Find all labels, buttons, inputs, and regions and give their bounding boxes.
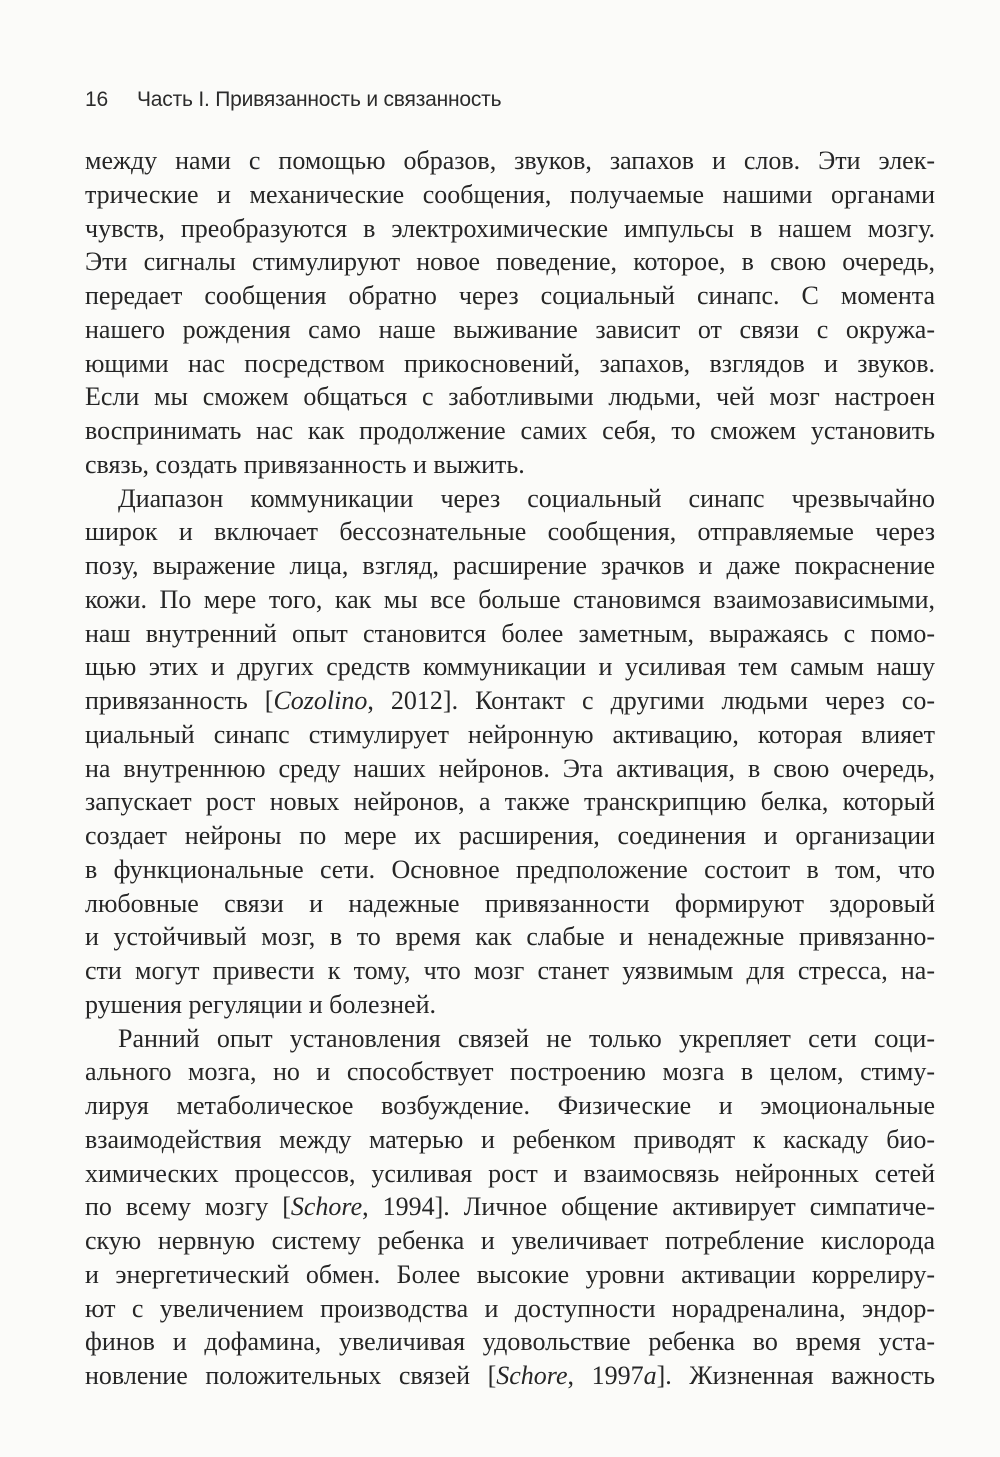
text-line — [85, 1190, 935, 1224]
text-run: химических процессов, усиливая рост и взаимосвязь нейронных сетей — [85, 1158, 935, 1188]
text-run: передает сообщения обратно через социальный синапс. С момента — [85, 281, 935, 310]
text-line — [85, 313, 935, 347]
text-run: создает нейроны по мере их расширения, соединения и организации — [85, 821, 935, 850]
citation-italic: Schore — [290, 1192, 363, 1222]
text-run: взаимодействия между матерью и ребенком приводят к каскаду био- — [85, 1124, 935, 1154]
text-run: лируя метаболическое возбуждение. Физические и эмоциональные — [85, 1091, 935, 1120]
text-run: и энергетический обмен. Более высокие уровни активации коррелиру- — [85, 1259, 935, 1289]
text-line — [85, 819, 935, 853]
text-run: любовные связи и надежные привязанности формируют здоровый — [85, 888, 935, 918]
text-line — [85, 414, 935, 448]
text-run: привязанность [ — [85, 686, 274, 715]
text-line — [85, 718, 935, 752]
text-line — [85, 549, 935, 583]
citation-italic: Cozolino — [273, 686, 368, 715]
text-line — [85, 1292, 935, 1326]
text-line — [85, 617, 935, 651]
text-run: наш внутренний опыт становится более заметным, выражаясь с помо- — [85, 618, 935, 648]
text-run: на внутреннюю среду наших нейронов. Эта активация, в свою очередь, — [85, 753, 935, 783]
text-run: новление положительных связей [ — [85, 1361, 497, 1390]
text-line — [85, 988, 935, 1022]
paragraph — [85, 144, 935, 482]
text-line — [85, 1258, 935, 1292]
text-line — [85, 1325, 935, 1359]
citation-italic: Schore — [496, 1361, 568, 1390]
text-line — [85, 1055, 935, 1089]
text-line — [85, 212, 935, 246]
text-run: по всему мозгу [ — [85, 1192, 291, 1222]
text-run: циальный синапс стимулирует нейронную активацию, которая влияет — [85, 719, 935, 749]
text-run: ального мозга, но и способствует построению мозга в целом, стиму- — [85, 1057, 935, 1087]
text-line — [85, 144, 935, 178]
text-run: ющими нас посредством прикосновений, запахов, взглядов и звуков. — [85, 348, 935, 378]
text-run: Эти сигналы стимулируют новое поведение, которое, в свою очередь, — [85, 247, 935, 277]
text-run: в функциональные сети. Основное предположение состоит в том, что — [85, 854, 935, 884]
text-line — [85, 515, 935, 549]
text-line — [85, 920, 935, 954]
text-run: , 2012]. Контакт с другими людьми через со- — [367, 686, 935, 715]
text-run: финов и дофамина, увеличивая удовольствие ребенка во время уста- — [85, 1327, 935, 1357]
text-line — [85, 583, 935, 617]
page-number: 16 — [85, 88, 108, 111]
text-run: рушения регуляции и болезней. — [85, 989, 437, 1019]
citation-italic: a — [643, 1361, 657, 1390]
text-line — [85, 752, 935, 786]
part-title: Часть I. Привязанность и связанность — [137, 88, 502, 111]
running-head — [85, 88, 501, 112]
text-run: ]. Жизненная важность — [656, 1361, 935, 1390]
text-run: трические и механические сообщения, получаемые нашими органами — [85, 179, 935, 209]
text-run: кожи. По мере того, как мы все больше становимся взаимозависимыми, — [85, 584, 935, 614]
text-line — [85, 1224, 935, 1258]
text-run: ют с увеличением производства и доступности норадреналина, эндор- — [85, 1293, 935, 1323]
text-line — [85, 684, 935, 718]
text-line — [85, 245, 935, 279]
text-run: скую нервную систему ребенка и увеличивает потребление кислорода — [85, 1226, 935, 1255]
text-line — [85, 954, 935, 988]
text-run: воспринимать нас как продолжение самих себя, то сможем установить — [85, 416, 935, 445]
text-line — [85, 482, 935, 516]
text-line — [85, 1123, 935, 1157]
text-run: и устойчивый мозг, в то время как слабые и ненадежные привязанно- — [85, 922, 935, 952]
paragraph — [85, 482, 935, 1022]
text-line — [85, 1022, 935, 1056]
text-run: нашего рождения само наше выживание зависит от связи с окружа- — [85, 314, 935, 344]
text-run: Диапазон коммуникации через социальный синапс чрезвычайно — [118, 483, 935, 513]
text-line — [85, 448, 935, 482]
text-line — [85, 347, 935, 381]
text-line — [85, 279, 935, 313]
text-line — [85, 887, 935, 921]
text-line — [85, 650, 935, 684]
text-run: чувств, преобразуются в электрохимические импульсы в нашем мозгу. — [85, 213, 935, 243]
text-line — [85, 853, 935, 887]
text-run: щью этих и других средств коммуникации и усиливая тем самым нашу — [85, 652, 935, 682]
text-run: между нами с помощью образов, звуков, запахов и слов. Эти элек- — [85, 146, 935, 175]
text-line — [85, 1359, 935, 1393]
text-line — [85, 380, 935, 414]
text-run: , 1994]. Личное общение активирует симпатиче- — [362, 1192, 935, 1222]
text-run: связь, создать привязанность и выжить. — [85, 449, 525, 479]
text-line — [85, 1089, 935, 1123]
text-run: Ранний опыт установления связей не только укрепляет сети соци- — [118, 1023, 935, 1053]
text-line — [85, 178, 935, 212]
text-line — [85, 785, 935, 819]
paragraph — [85, 1022, 935, 1393]
text-line — [85, 1157, 935, 1191]
text-run: Если мы сможем общаться с заботливыми людьми, чей мозг настроен — [85, 382, 935, 412]
text-run: запускает рост новых нейронов, а также транскрипцию белка, который — [85, 787, 935, 817]
text-run: позу, выражение лица, взгляд, расширение зрачков и даже покраснение — [85, 551, 935, 580]
text-run: , 1997 — [567, 1361, 644, 1390]
body-text — [85, 144, 935, 1393]
text-run: широк и включает бессознательные сообщения, отправляемые через — [85, 517, 935, 547]
text-run: сти могут привести к тому, что мозг станет уязвимым для стресса, на- — [85, 956, 935, 985]
